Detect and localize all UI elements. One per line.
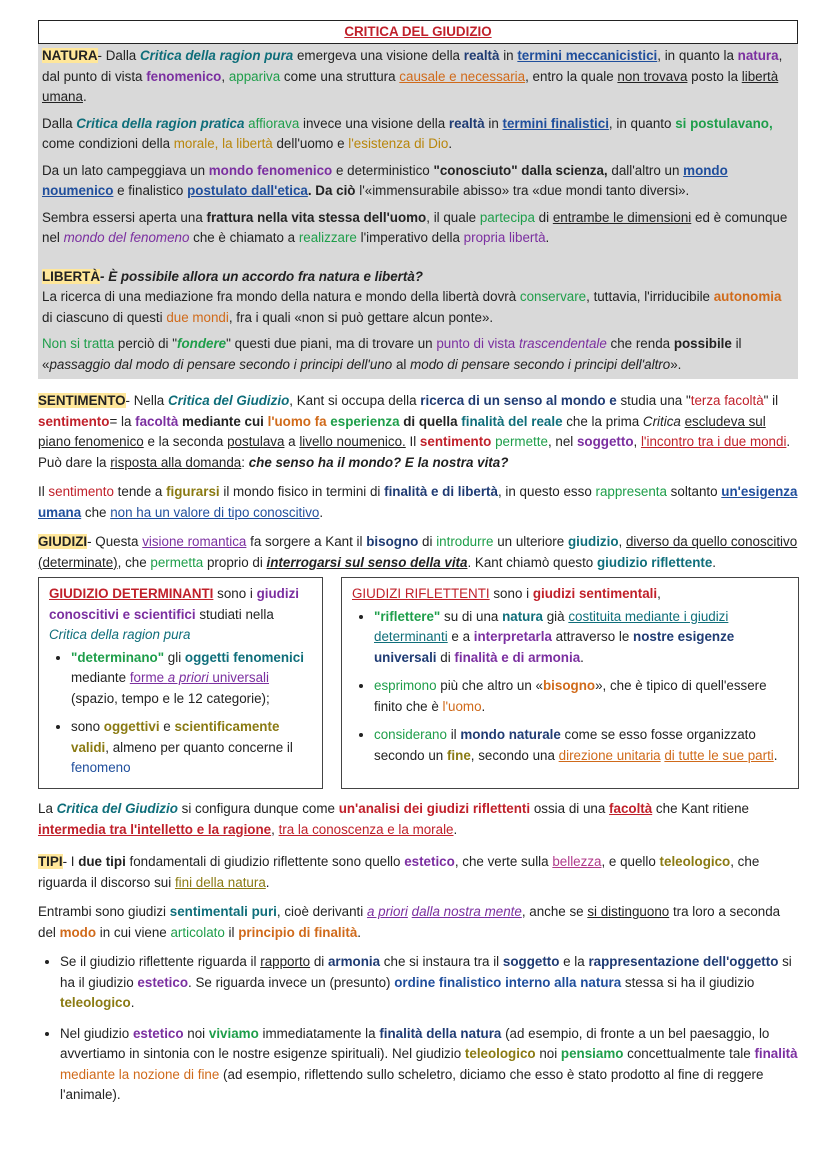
riflettenti-bullet-2: • esprimono più che altro un «bisogno», che è tipico di quell'essere finito che è l'uomo. xyxy=(374,676,788,717)
riflettenti-bullet-1: • "riflettere" su di una natura già costituita mediante i giudizi determinanti e a interpretarla attraverso le nostre esigenze universali di finalità e di armonia. xyxy=(374,607,788,669)
tipi-bullet-1: • Se il giudizio riflettente riguarda il rapporto di armonia che si instaura tra il soggetto e la rappresentazione dell'oggetto si ha il giudizio estetico. Se riguarda invece un (presunto) ordine finalistico interno alla natura stessa si ha il giudizio teleologico. xyxy=(60,952,798,1014)
giudizi-p1: GIUDIZI- Questa visione romantica fa sorgere a Kant il bisogno di introdurre un ulteriore giudizio, diverso da quello conoscitivo (determinate), che permetta proprio di interrogarsi sul senso della vita. Kant chiamò questo giudizio riflettente. xyxy=(38,534,798,570)
determinanti-intro: GIUDIZIO DETERMINANTI sono i giudizi conoscitivi e scientifici studiati nella Critica della ragion pura xyxy=(49,586,299,642)
tipi-bullet-2: • Nel giudizio estetico noi viviamo immediatamente la finalità della natura (ad esempio, di fronte a un bel paesaggio, lo avvertiamo in sintonia con le nostre esigenze spirituali). Nel giudizio teleologico noi pensiamo concettualmente tale finalità mediante la nozione di fine (ad esempio, riflettendo sullo scheletro, diciamo che esso è stato prodotto al fine di reggere l'animale). xyxy=(60,1024,798,1106)
sentimento-section xyxy=(38,391,798,523)
sentimento-p2: Il sentimento tende a figurarsi il mondo fisico in termini di finalità e di libertà, in questo esso rappresenta soltanto un'esigenza umana che non ha un valore di tipo conoscitivo. xyxy=(38,484,798,520)
natura-p2: Dalla Critica della ragion pratica affiorava invece una visione della realtà in termini finalistici, in quanto si postulavano, come condizioni della morale, la libertà dell'uomo e l'esistenza di Dio. xyxy=(42,115,773,151)
determinanti-bullet-2: • sono oggettivi e scientificamente validi, almeno per quanto concerne il fenomeno xyxy=(71,717,312,779)
comparison-boxes xyxy=(38,577,798,789)
giudizi-section xyxy=(38,532,798,840)
tipi-p1: TIPI- I due tipi fondamentali di giudizio riflettente sono quello estetico, che verte sulla bellezza, e quello teleologico, che riguarda il discorso sui fini della natura. xyxy=(38,854,760,890)
liberta-heading: LIBERTÀ- È possibile allora un accordo fra natura e libertà? xyxy=(42,268,423,284)
determinanti-box xyxy=(38,577,323,789)
natura-p4: Sembra essersi aperta una frattura nella vita stessa dell'uomo, il quale partecipa di entrambe le dimensioni ed è comunque nel mondo del fenomeno che è chiamato a realizzare l'imperativo della propria libertà. xyxy=(42,209,788,245)
riflettenti-intro: GIUDIZI RIFLETTENTI sono i giudizi sentimentali, xyxy=(352,586,661,601)
tipi-section xyxy=(38,852,798,1106)
page-title: CRITICA DEL GIUDIZIO xyxy=(344,24,492,39)
riflettenti-box xyxy=(341,577,799,789)
riflettenti-bullet-3: • considerano il mondo naturale come se esso fosse organizzato secondo un fine, secondo una direzione unitaria di tutte le sue parti. xyxy=(374,725,788,766)
natura-p1: NATURA- Dalla Critica della ragion pura emergeva una visione della realtà in termini meccanicistici, in quanto la natura, dal punto di vista fenomenico, appariva come una struttura causale e necessaria, entro la quale non trovava posto la libertà umana. xyxy=(42,48,783,104)
natura-p3: Da un lato campeggiava un mondo fenomenico e deterministico "conosciuto" dalla scienza, dall'altro un mondo noumenico e finalistico postulato dall'etica. Da ciò l'«immensurabile abisso» tra «due mondi tanto diversi». xyxy=(42,162,728,198)
tipi-p2: Entrambi sono giudizi sentimentali puri, cioè derivanti a priori dalla nostra mente, anche se si distinguono tra loro a seconda del modo in cui viene articolato il principio di finalità. xyxy=(38,904,781,940)
natura-liberta-block xyxy=(38,44,798,379)
title-box xyxy=(38,20,798,44)
sentimento-p1: SENTIMENTO- Nella Critica del Giudizio, Kant si occupa della ricerca di un senso al mondo e studia una "terza facoltà" il sentimento= la facoltà mediante cui l'uomo fa esperienza di quella finalità del reale che la prima Critica escludeva sul piano fenomenico e la seconda postulava a livello noumenico. Il sentimento permette, nel soggetto, l'incontro tra i due mondi. Può dare la risposta alla domanda: che senso ha il mondo? E la nostra vita? xyxy=(38,393,791,470)
liberta-p2: Non si tratta perciò di "fondere" questi due piani, ma di trovare un punto di vista trascendentale che renda possibile il «passaggio dal modo di pensare secondo i principi dell'uno al modo di pensare secondo i principi dell'altro». xyxy=(42,336,742,372)
document-page xyxy=(38,20,798,1116)
giudizi-p2: La Critica del Giudizio si configura dunque come un'analisi dei giudizi riflettenti ossia di una facoltà che Kant ritiene intermedia tra l'intelletto e la ragione, tra la conoscenza e la morale. xyxy=(38,801,749,837)
determinanti-bullet-1: • "determinano" gli oggetti fenomenici mediante forme a priori universali (spazio, tempo e le 12 categorie); xyxy=(71,648,312,710)
liberta-p1: La ricerca di una mediazione fra mondo della natura e mondo della libertà dovrà conservare, tuttavia, l'irriducibile autonomia di ciascuno di questi due mondi, fra i quali «non si può gettare alcun ponte». xyxy=(42,289,782,325)
